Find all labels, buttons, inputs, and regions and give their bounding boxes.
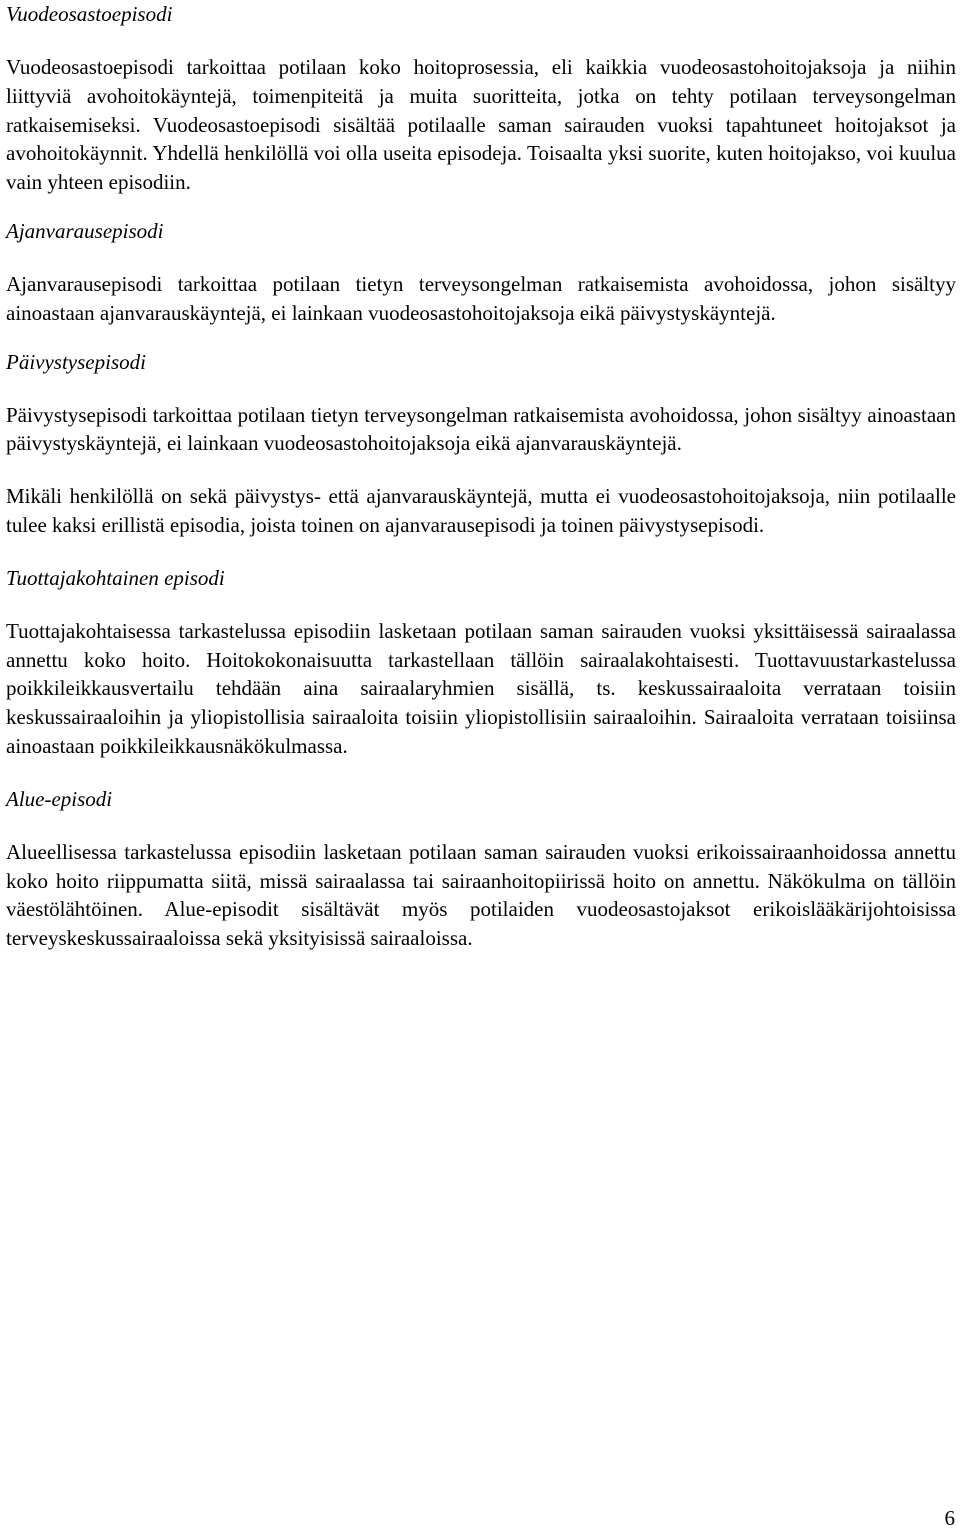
paragraph-ajanvarausepisodi: Ajanvarausepisodi tarkoittaa potilaan tietyn terveysongelman ratkaisemista avohoidossa, johon sisältyy ainoastaan ajanvarauskäyntejä, ei lainkaan vuodeosastohoitojaksoja eikä päivystyskäyntejä. — [6, 271, 956, 325]
paragraph-paivystysepisodi-note: Mikäli henkilöllä on sekä päivystys- että ajanvarauskäyntejä, mutta ei vuodeosastohoitojaksoja, niin potilaalle tulee kaksi erillistä episodia, joista toinen on ajanvarausepisodi ja toinen päivystysepisodi. — [6, 484, 956, 537]
section-heading-paivystysepisodi: Päivystysepisodi — [6, 349, 146, 374]
paragraph-alue-episodi: Alueellisessa tarkastelussa episodiin lasketaan potilaan saman sairauden vuoksi erikoissairaanhoidossa annettu koko hoito riippumatta siitä, missä sairaalassa tai sairaanhoitopiirissä hoito on annettu. Näkökulma on tällöin väestölähtöinen. Alue-episodit sisältävät myös potilaiden vuodeosastojaksot erikoislääkärijohtoisissa terveyskeskussairaaloissa sekä yksityisissä sairaaloissa. — [6, 839, 956, 951]
section-heading-ajanvarausepisodi: Ajanvarausepisodi — [6, 218, 164, 243]
paragraph-tuottajakohtainen-episodi: Tuottajakohtaisessa tarkastelussa episodiin lasketaan potilaan saman sairauden vuoksi yksittäisessä sairaalassa annettu koko hoito. Hoitokokonaisuutta tarkastellaan tällöin sairaalakohtaisesti. Tuottavuustarkastelussa poikkileikkausvertailu tehdään aina sairaalaryhmien sisällä, ts. keskussairaaloita verrataan toisiin keskussairaaloihin ja yliopistollisia sairaaloita toisiin yliopistollisiin sairaaloihin. Sairaaloita verrataan toisiinsa ainoastaan poikkileikkausnäkökulmassa. — [6, 618, 956, 758]
section-heading-tuottajakohtainen-episodi: Tuottajakohtainen episodi — [6, 565, 225, 590]
page-number: 6 — [944, 1506, 955, 1530]
section-heading-vuodeosastoepisodi: Vuodeosastoepisodi — [6, 2, 173, 26]
paragraph-paivystysepisodi: Päivystysepisodi tarkoittaa potilaan tietyn terveysongelman ratkaisemista avohoidossa, johon sisältyy ainoastaan päivystyskäyntejä, ei lainkaan vuodeosastohoitojaksoja eikä ajanvarauskäyntejä. — [6, 402, 956, 456]
paragraph-vuodeosastoepisodi: Vuodeosastoepisodi tarkoittaa potilaan koko hoitoprosessia, eli kaikkia vuodeosastohoitojaksoja ja niihin liittyviä avohoitokäyntejä, toimenpiteitä ja muita suoritteita, jotka on tehty potilaan terveysongelman ratkaisemiseksi. Vuodeosastoepisodi sisältää potilaalle saman sairauden vuoksi tapahtuneet hoitojaksot ja avohoitokäynnit. Yhdellä henkilöllä voi olla useita episodeja. Toisaalta yksi suorite, kuten hoitojakso, voi kuulua vain yhteen episodiin. — [6, 55, 956, 195]
document-page — [6, 0, 956, 953]
section-heading-alue-episodi: Alue-episodi — [6, 786, 113, 811]
